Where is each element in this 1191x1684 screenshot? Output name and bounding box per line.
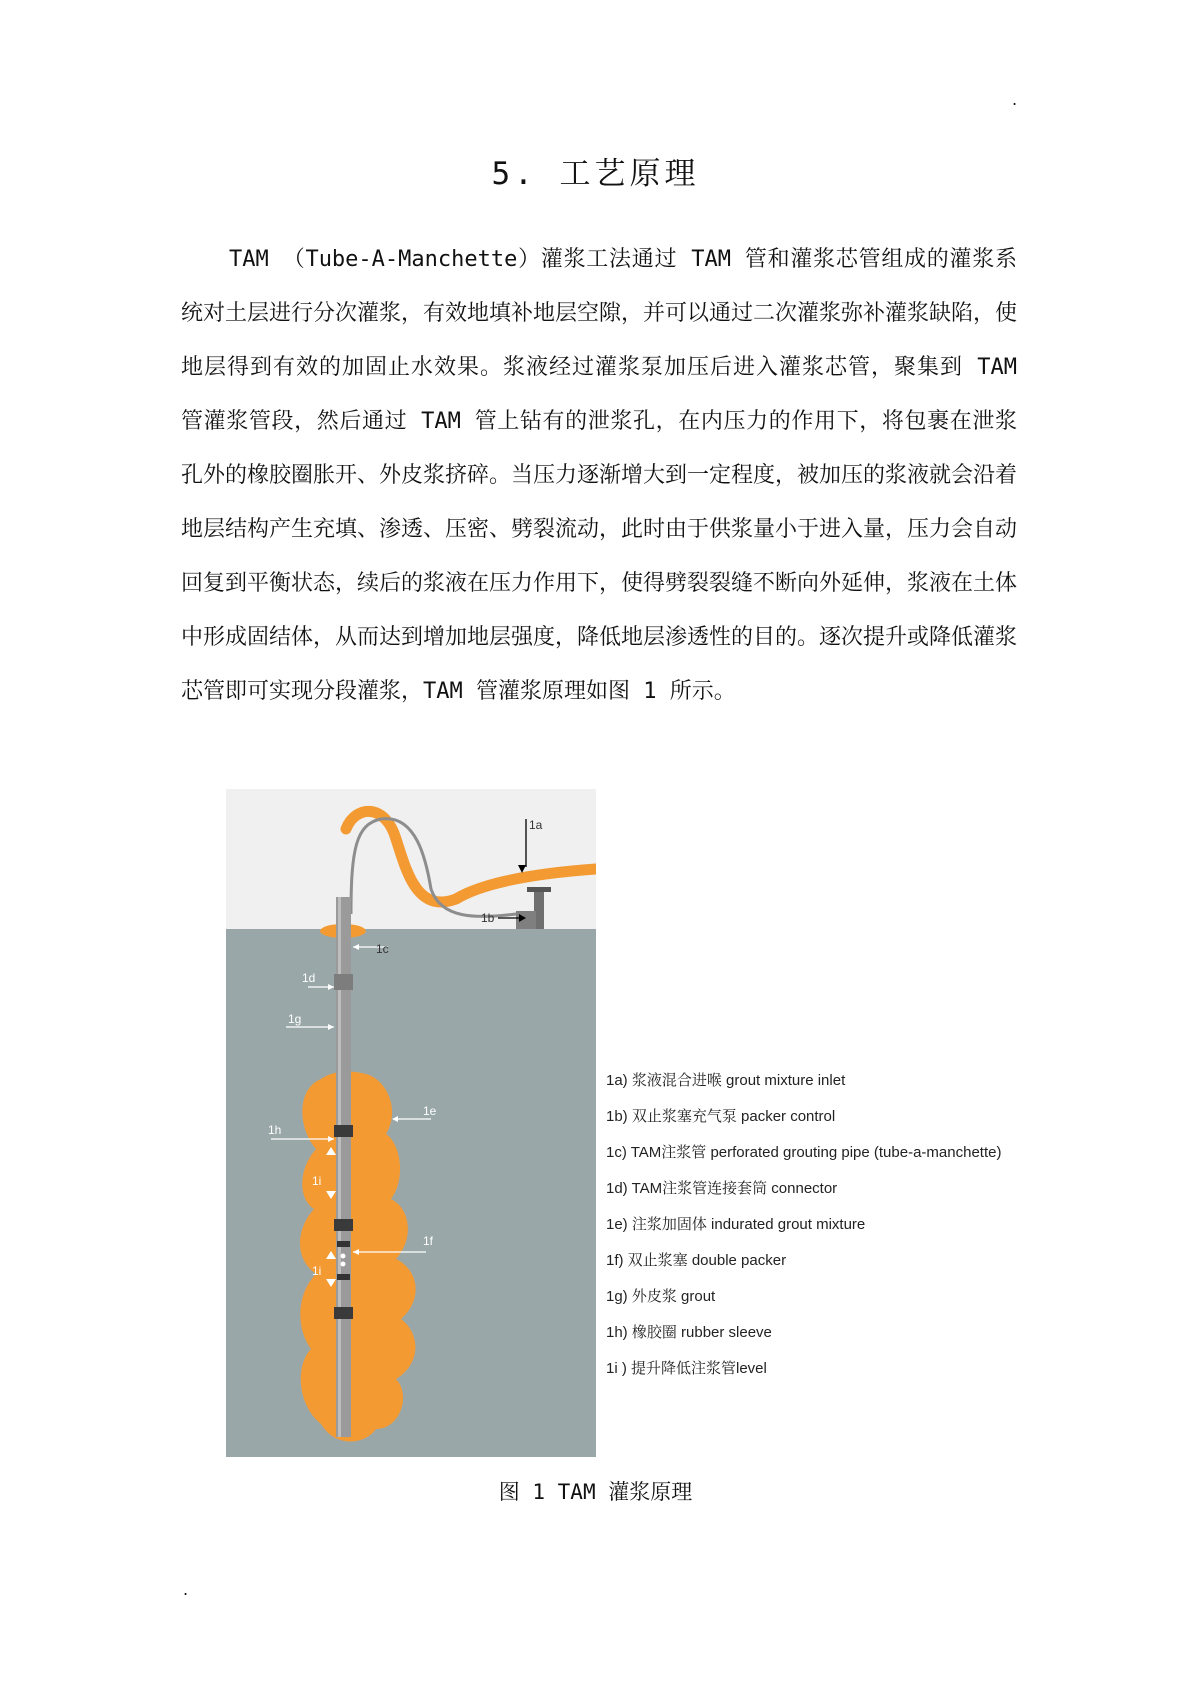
figure-legend (606, 1070, 1001, 1394)
label-1f: 1f (423, 1234, 434, 1248)
legend-item-1e: 1e) 注浆加固体 indurated grout mixture (606, 1216, 866, 1233)
rubber-sleeve (334, 1125, 353, 1137)
rubber-sleeve (334, 1219, 353, 1231)
rubber-sleeve (334, 1307, 353, 1319)
label-1i-lower: 1i (312, 1264, 322, 1278)
legend-item-1c: 1c) TAM注浆管 perforated grouting pipe (tube-a-manchette) (606, 1144, 1002, 1161)
legend-item-1g: 1g) 外皮浆 grout (606, 1288, 716, 1305)
page-dot-bottom: . (183, 1580, 189, 1599)
section-title: 5. 工艺原理 (491, 156, 700, 192)
ground-section (226, 929, 596, 1457)
label-1e: 1e (423, 1104, 437, 1118)
pipe-connector (334, 974, 353, 990)
label-1h: 1h (268, 1123, 282, 1137)
label-1g: 1g (288, 1012, 302, 1026)
legend-item-1f: 1f) 双止浆塞 double packer (606, 1252, 787, 1269)
label-1b: 1b (481, 911, 495, 925)
label-1a: 1a (529, 818, 543, 832)
label-1d: 1d (302, 971, 316, 985)
legend-item-1a: 1a) 浆液混合进喉 grout mixture inlet (606, 1072, 846, 1089)
legend-item-1d: 1d) TAM注浆管连接套筒 connector (606, 1180, 838, 1197)
figure-caption: 图 1 TAM 灌浆原理 (498, 1480, 693, 1504)
legend-item-1i: 1i ) 提升降低注浆管level (606, 1360, 767, 1377)
label-1c: 1c (376, 942, 389, 956)
legend-item-1b: 1b) 双止浆塞充气泵 packer control (606, 1108, 836, 1125)
label-1i-upper: 1i (312, 1174, 322, 1188)
principle-paragraph: TAM （Tube-A-Manchette）灌浆工法通过 TAM 管和灌浆芯管组成的灌浆系统对土层进行分次灌浆，有效地填补地层空隙，并可以通过二次灌浆弥补灌浆缺陷，使地层得到有效的加固止水效果。浆液经过灌浆泵加压后进入灌浆芯管，聚集到 TAM 管灌浆管段，然后通过 TAM 管上钻有的泄浆孔，在内压力的作用下，将包裹在泄浆孔外的橡胶圈胀开、外皮浆挤碎。当压力逐渐增大到一定程度，被加压的浆液就会沿着地层结构产生充填、渗透、压密、劈裂流动，此时由于供浆量小于进入量，压力会自动回复到平衡状态，续后的浆液在压力作用下，使得劈裂裂缝不断向外延伸，浆液在土体中形成固结体，从而达到增加地层强度，降低地层渗透性的目的。逐次提升或降低灌浆芯管即可实现分段灌浆，TAM 管灌浆原理如图 1 所示。 (181, 247, 1018, 704)
tam-grouting-figure (226, 789, 596, 1457)
legend-item-1h: 1h) 橡胶圈 rubber sleeve (606, 1324, 772, 1341)
page-dot-top: . (1012, 90, 1018, 109)
